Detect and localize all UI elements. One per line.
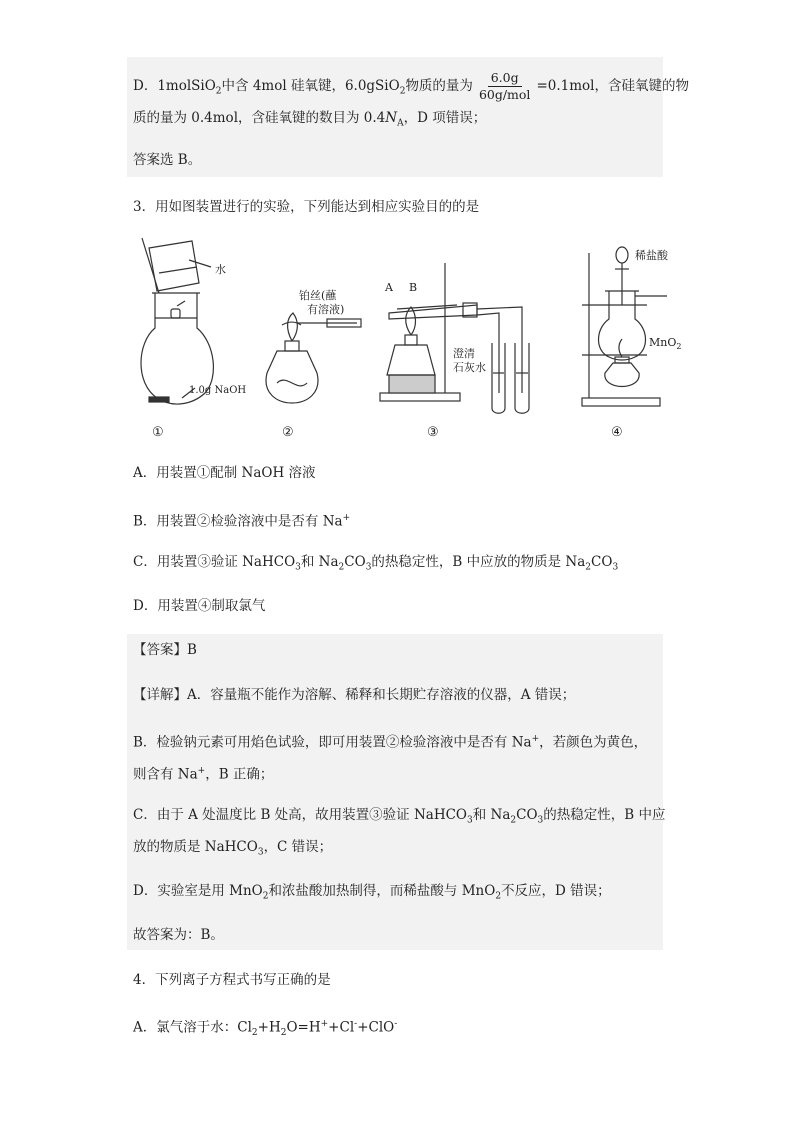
label-pt-wire-2: 有溶液) (307, 303, 345, 316)
answer-line: 答案选 B。 (133, 152, 202, 168)
answer-label: 【答案】B (133, 642, 197, 658)
label-pt-wire-1: 铂丝(蘸 (299, 289, 337, 302)
option-d-line-1: D．1molSiO$_2$中含 4mol 硅氧键，6.0gSiO$_2$物质的量为 $\frac{6.0g}{\text{60g/mol}}$ =0.1mol，含硅氧键的物 (133, 70, 689, 102)
label-fig-2: ② (282, 425, 294, 440)
detail-c-line-1: C．由于 A 处温度比 B 处高，故用装置③验证 NaHCO$_3$和 $Na_2CO_3$的热稳定性，B 中应 (133, 807, 666, 826)
detail-b-line-2: 则含有 Na+，B 正确； (133, 766, 274, 783)
label-dilute-hcl: 稀盐酸 (635, 249, 668, 262)
question-4-stem: 4．下列离子方程式书写正确的是 (133, 972, 331, 988)
label-limewater-1: 澄清 (453, 347, 475, 360)
label-mno2: MnO$_2$ (649, 336, 682, 351)
final-answer: 故答案为：B。 (133, 927, 224, 943)
flame-test-apparatus (266, 313, 361, 403)
label-limewater-2: 石灰水 (453, 361, 486, 374)
option-d: D．用装置④制取氯气 (133, 598, 266, 614)
label-fig-3: ③ (427, 425, 439, 440)
question-3-stem: 3．用如图装置进行的实验，下列能达到相应实验目的的是 (133, 199, 480, 215)
option-a: A．用装置①配制 NaOH 溶液 (133, 465, 316, 481)
label-fig-1: ① (152, 425, 164, 440)
question-4-option-a: A．氯气溶于水：$Cl_2+H_2O=H^++Cl^-+ClO^-$ (133, 1019, 398, 1039)
detail-d: D．实验室是用 MnO$_2$和浓盐酸加热制得，而稀盐酸与 MnO$_2$不反应，D 错误； (133, 883, 611, 902)
label-a: A (385, 281, 393, 294)
detail-a: 【详解】A．容量瓶不能作为溶解、稀释和长期贮存溶液的仪器，A 错误； (133, 687, 576, 703)
label-fig-4: ④ (611, 425, 623, 440)
detail-b-line-1: B．检验钠元素可用焰色试验，即可用装置②检验溶液中是否有 Na+，若颜色为黄色， (133, 734, 648, 751)
option-c: C．用装置③验证 NaHCO$_3$和 $Na_2CO_3$的热稳定性，B 中应放的物质是 $Na_2CO_3$ (133, 554, 619, 573)
label-water: 水 (215, 263, 226, 276)
thermal-stability-apparatus (380, 263, 529, 413)
detail-c-line-2: 放的物质是 NaHCO$_3$，C 错误； (133, 839, 333, 858)
option-d-line-2: 质的量为 0.4mol，含硅氧键的数目为 $0.4N_A$，D 项错误； (133, 110, 487, 129)
chlorine-generator-apparatus (582, 247, 667, 406)
label-b: B (409, 281, 418, 294)
apparatus-figure (127, 233, 682, 443)
label-naoh: 1.0g NaOH (189, 385, 247, 396)
fraction: $\frac{6.0g}{\text{60g/mol}}$ (478, 70, 531, 102)
option-b: B．用装置②检验溶液中是否有 Na+ (133, 513, 351, 530)
volumetric-flask-apparatus (141, 238, 213, 404)
